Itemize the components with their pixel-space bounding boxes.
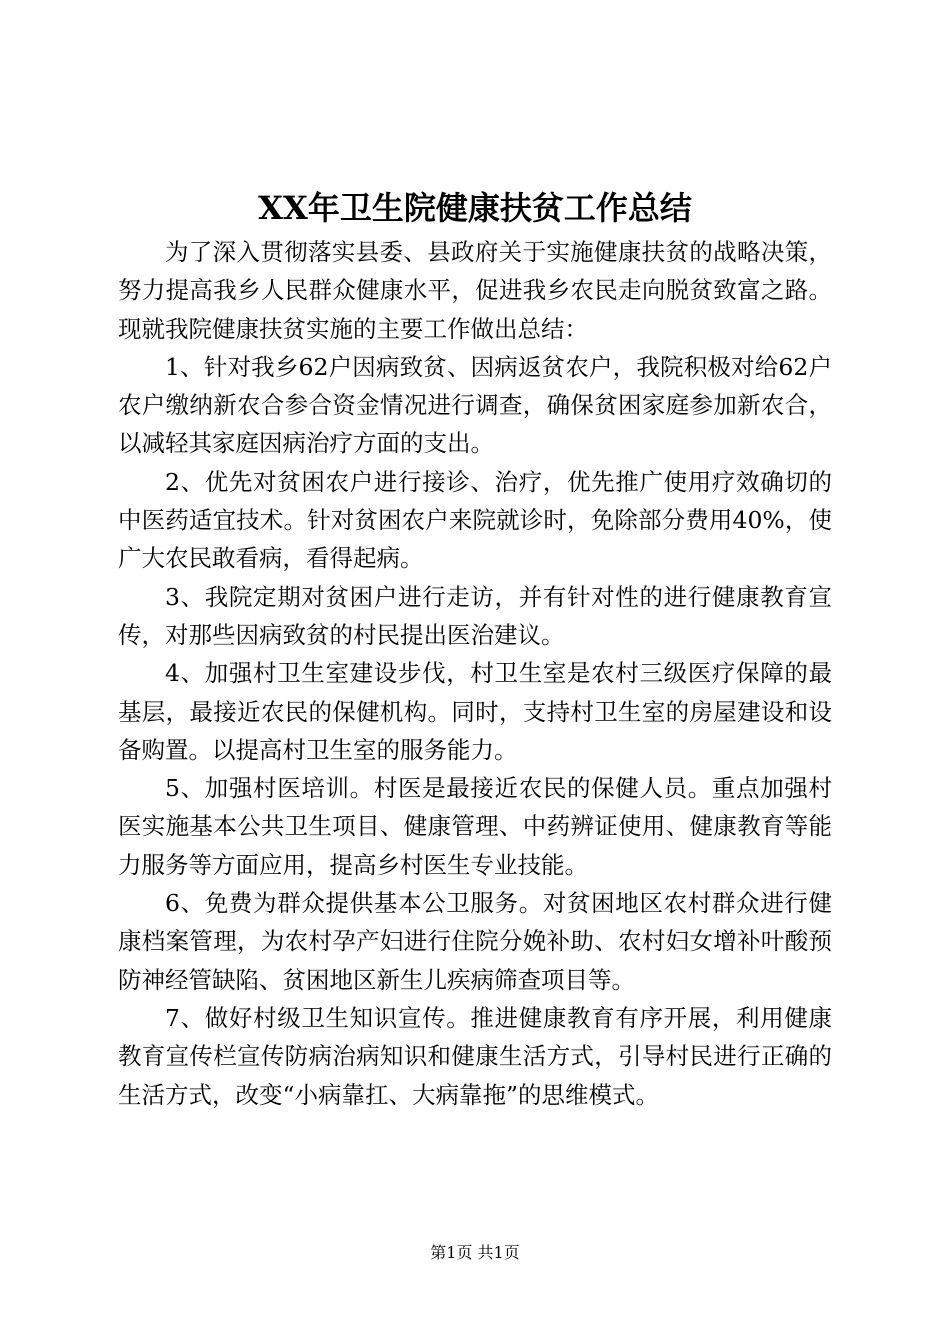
item-paragraph-2: 2、优先对贫困农户进行接诊、治疗，优先推广使用疗效确切的中医药适宜技术。针对贫困农户来院就诊时，免除部分费用40%，使广大农民敢看病，看得起病。 xyxy=(118,467,832,573)
document-title: XX年卫生院健康扶贫工作总结 xyxy=(258,189,692,227)
page-footer: 第1页 共1页 xyxy=(430,1243,520,1262)
item-paragraph-3: 3、我院定期对贫困户进行走访，并有针对性的进行健康教育宣传，对那些因病致贫的村民提出医治建议。 xyxy=(118,582,832,649)
item-paragraph-7: 7、做好村级卫生知识宣传。推进健康教育有序开展，利用健康教育宣传栏宣传防病治病知识和健康生活方式，引导村民进行正确的生活方式，改变“小病靠扛、大病靠拖”的思维模式。 xyxy=(118,1003,832,1109)
item-paragraph-5: 5、加强村医培训。村医是最接近农民的保健人员。重点加强村医实施基本公共卫生项目、健康管理、中药辨证使用、健康教育等能力服务等方面应用，提高乡村医生专业技能。 xyxy=(118,774,832,879)
item-paragraph-1: 1、针对我乡62户因病致贫、因病返贫农户，我院积极对给62户农户缴纳新农合参合资金情况进行调查，确保贫困家庭参加新农合，以减轻其家庭因病治疗方面的支出。 xyxy=(118,352,832,458)
document-body xyxy=(118,233,832,1114)
item-paragraph-4: 4、加强村卫生室建设步伐，村卫生室是农村三级医疗保障的最基层，最接近农民的保健机构。同时，支持村卫生室的房屋建设和设备购置。以提高村卫生室的服务能力。 xyxy=(118,659,832,764)
item-paragraph-6: 6、免费为群众提供基本公卫服务。对贫困地区农村群众进行健康档案管理，为农村孕产妇进行住院分娩补助、农村妇女增补叶酸预防神经管缺陷、贫困地区新生儿疾病筛查项目等。 xyxy=(118,889,832,994)
intro-paragraph: 为了深入贯彻落实县委、县政府关于实施健康扶贫的战略决策，努力提高我乡人民群众健康水平，促进我乡农民走向脱贫致富之路。现就我院健康扶贫实施的主要工作做出总结： xyxy=(118,238,832,343)
